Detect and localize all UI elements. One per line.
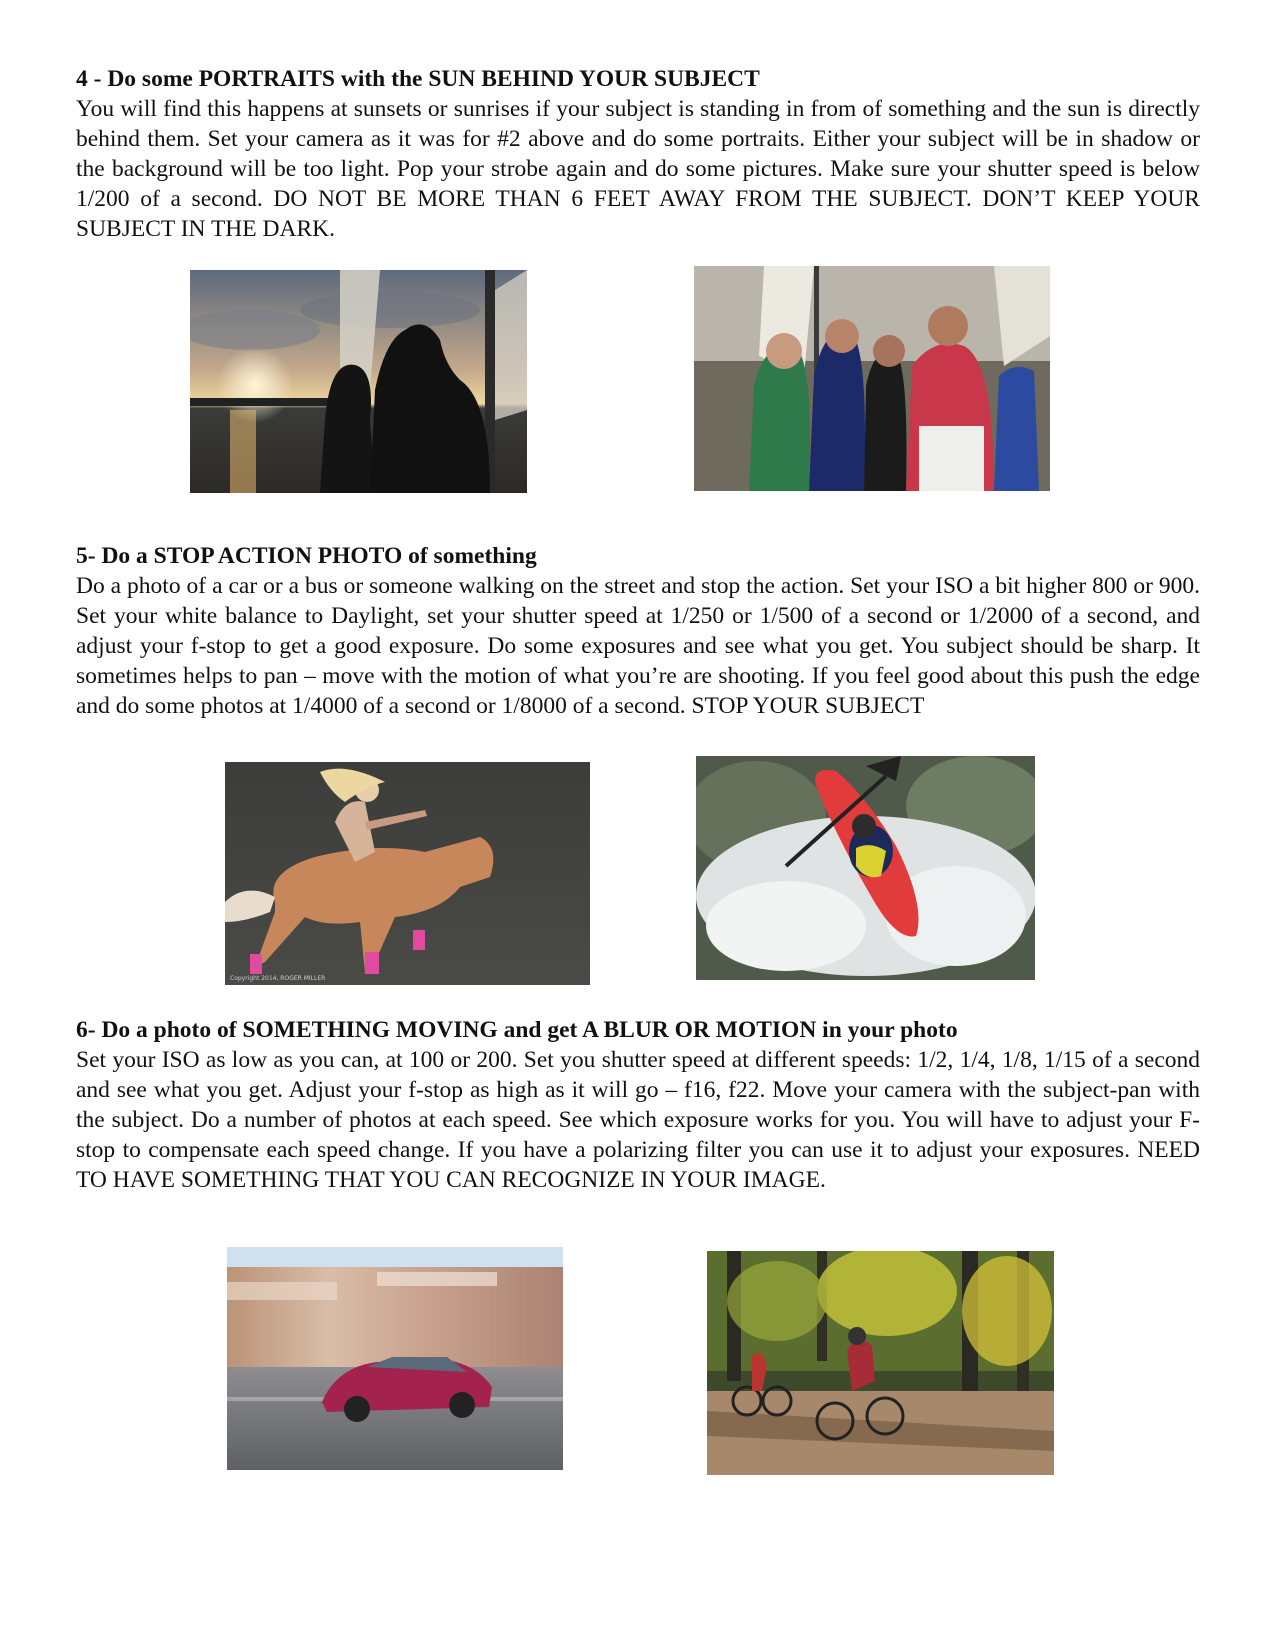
body-line: second or 1/2000 of a second, and adjust your f-stop to get a good exposure. Do some exposures and [76, 603, 1200, 659]
body-line: what you’re are shooting. If you feel good about this push the edge and do some photos at 1/4000 of [76, 663, 1200, 719]
section-motion-blur [76, 1015, 1200, 1195]
body-line: camera with the subject-pan with the subject. Do a number of photos at each speed. See which [76, 1077, 1200, 1133]
photo-copyright: Copyright 2014, ROGER MILLER [230, 975, 326, 982]
body-line: You will find this happens at sunsets or sunrises if your subject is standing in from of something and [76, 96, 1033, 122]
body-line: exposure works for you. You will have to adjust your F-stop to compensate each speed change. If you [76, 1107, 1200, 1163]
group-portrait-photo [694, 266, 1050, 491]
body-line: pictures. Make sure your shutter speed is below 1/200 of a second. DO NOT BE MORE THAN 6 FEET [76, 156, 1200, 212]
kayaker-photo [696, 756, 1035, 980]
body-line: AWAY FROM THE SUBJECT. DON’T KEEP YOUR SUBJECT IN THE DARK. [76, 186, 1200, 242]
rodeo-horse-photo [225, 762, 590, 985]
body-line: have a polarizing filter you can use it to adjust your exposures. NEED TO HAVE SOMETHING THAT [76, 1137, 1200, 1193]
section-heading: 4 - Do some PORTRAITS with the SUN BEHIND YOUR SUBJECT [76, 66, 760, 92]
section-stop-action [76, 541, 1200, 721]
body-line: higher 800 or 900. Set your white balance to Daylight, set your shutter speed at 1/250 or 1/500 of a [76, 573, 1200, 629]
body-line: a second or 1/8000 of a second. STOP YOUR SUBJECT [388, 693, 925, 719]
body-line: 1/15 of a second and see what you get. Adjust your f-stop as high as it will go – f16, f22. Move your [76, 1047, 1201, 1103]
section-heading: 5- Do a STOP ACTION PHOTO of something [76, 543, 537, 569]
body-line: Set your ISO as low as you can, at 100 or 200. Set you shutter speed at different speeds: 1/2, 1/4, 1/8, [76, 1047, 1045, 1073]
body-line: YOU CAN RECOGNIZE IN YOUR IMAGE. [389, 1167, 826, 1193]
section-body [76, 1045, 1200, 1195]
section-body [76, 94, 1200, 244]
body-line: your subject will be in shadow or the background will be too light. Pop your strobe again and do some [76, 126, 1201, 182]
sunset-silhouette-photo [190, 270, 527, 493]
body-line: see what you get. You subject should be sharp. It sometimes helps to pan – move with the motion of [76, 633, 1200, 689]
mountain-bikers-photo [707, 1251, 1054, 1475]
section-portraits [76, 64, 1200, 244]
panned-car-photo [227, 1247, 563, 1470]
body-line: the sun is directly behind them. Set your camera as it was for #2 above and do some portraits. Either [76, 96, 1200, 152]
section-body [76, 571, 1200, 721]
section-heading: 6- Do a photo of SOMETHING MOVING and get A BLUR OR MOTION in your photo [76, 1017, 958, 1043]
body-line: Do a photo of a car or a bus or someone walking on the street and stop the action. Set your ISO a bit [76, 573, 1027, 599]
